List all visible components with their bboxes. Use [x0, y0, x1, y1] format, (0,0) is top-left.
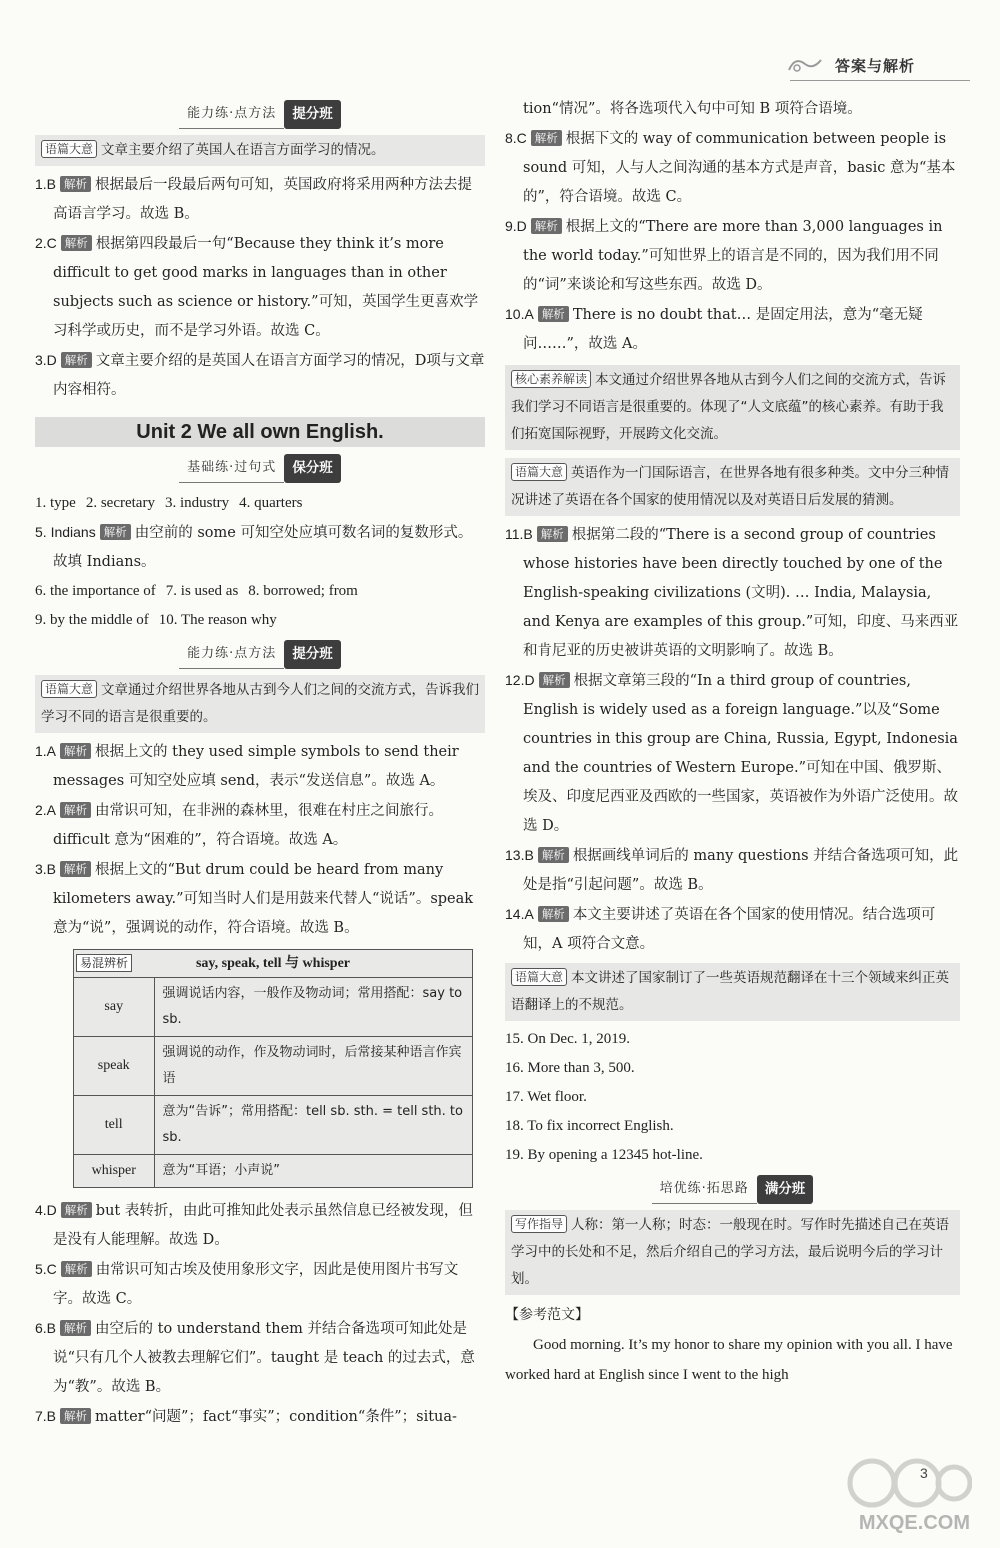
- fill-answers-row: [35, 577, 485, 606]
- gist-label: 语篇大意: [511, 463, 567, 481]
- answer-item: [35, 1196, 485, 1255]
- section-heading: [35, 103, 485, 125]
- answer-item: [35, 737, 485, 796]
- analysis-tag: 解析: [61, 352, 92, 368]
- answer-item: [35, 170, 485, 229]
- definition-cell: 意为“耳语；小声说”: [154, 1155, 472, 1188]
- table-row: [74, 1155, 472, 1188]
- short-answer-item: 18. To fix incorrect English.: [505, 1118, 674, 1134]
- confusable-words-box: [73, 949, 473, 1188]
- answer-text: 根据文章第三段的“In a third group of countries, English is widely used as a foreign language.”以及“Some countries in this group are China, Russia, Egypt, Indonesia and the countries of Western Europe.”可知在中国、俄罗斯、埃及、印度尼西亚及西欧的一些国家，英语被作为外语广泛使用。故选 D。: [523, 673, 958, 834]
- answer-number: 13.B: [505, 847, 534, 863]
- page-header: [785, 52, 985, 80]
- core-literacy-label: 核心素养解读: [511, 370, 591, 388]
- answer-number: 4.D: [35, 1202, 57, 1218]
- section-heading-tag: 提分班: [284, 640, 341, 669]
- answer-item: [35, 1255, 485, 1314]
- watermark-text: MXQE.COM: [858, 1512, 970, 1534]
- answer-item: [505, 666, 960, 841]
- fill-answer: 4. quarters: [239, 495, 303, 511]
- answer-text: matter“问题”；fact“事实”；condition“条件”；situa-: [95, 1409, 457, 1425]
- confusable-words-header: [74, 950, 472, 978]
- analysis-tag: 解析: [60, 861, 91, 877]
- answer-item: [505, 520, 960, 666]
- answer-item: [35, 229, 485, 346]
- answer-text: 由常识可知古埃及使用象形文字，因此是使用图片书写文字。故选 C。: [53, 1262, 459, 1307]
- answer-text: 由空后的 to understand them 并结合备选项可知此处是说“只有几个人被教去理解它们”。taught 是 teach 的过去式，意为“教”。故选 B。: [53, 1321, 475, 1395]
- model-essay-text: Good morning. It’s my honor to share my opinion with you all. I have worked hard at English since I went to the high: [505, 1337, 953, 1383]
- fill-answers-row: [35, 489, 485, 518]
- answer-item: [505, 300, 960, 359]
- left-column: [35, 95, 485, 1432]
- section-heading-label: 培优练·拓思路: [652, 1174, 757, 1204]
- answer-text: 根据最后一段最后两句可知，英国政府将采用两种方法去提高语言学习。故选 B。: [53, 177, 473, 222]
- answer-number: 12.D: [505, 672, 535, 688]
- writing-guide-text: 人称：第一人称；时态：一般现在时。写作时先描述自己在英语学习中的长处和不足，然后介绍自己的学习方法，最后说明今后的学习计划。: [511, 1217, 950, 1287]
- answer-text: but 表转折，由此可推知此处表示虽然信息已经被发现，但是没有人能理解。故选 D。: [53, 1203, 473, 1248]
- answer-text: 根据上文的“But drum could be heard from many kilometers away.”可知当时人们是用鼓来代替人“说话”。speak 意为“说”，强调说的动作，符合语境。故选 B。: [53, 862, 474, 936]
- gist-label: 语篇大意: [41, 680, 97, 698]
- answer-item: [505, 841, 960, 900]
- answer-text: 根据画线单词后的 many questions 并结合备选项可知，此处是指“引起问题”。故选 B。: [523, 848, 959, 893]
- answer-text: 根据第四段最后一句“Because they think it’s more difficult to get good marks in languages than in other subjects such as science or history.”可知，英国学生更喜欢学习科学或历史，而不是学习外语。故选 C。: [53, 236, 479, 339]
- answer-text: 根据第二段的“There is a second group of countries whose histories have been directly touched by one of the English-speaking civilizations (文明). … India, Malaysia, and Kenya are examples of this group.”可知，印度、马来西亚和肯尼亚的历史被讲英语的文明影响了。故选 B。: [523, 527, 959, 659]
- analysis-tag: 解析: [60, 1408, 91, 1424]
- analysis-tag: 解析: [531, 130, 562, 146]
- word-cell: tell: [74, 1096, 154, 1155]
- analysis-tag: 解析: [538, 847, 569, 863]
- word-cell: whisper: [74, 1155, 154, 1188]
- fill-answers-row: [35, 606, 485, 635]
- section-heading-tag: 保分班: [284, 454, 341, 483]
- model-essay-title: 【参考范文】: [505, 1307, 589, 1323]
- short-answer-item: 17. Wet floor.: [505, 1089, 587, 1105]
- answer-text: 由常识可知，在非洲的森林里，很难在村庄之间旅行。difficult 意为“困难的”，符合语境。故选 A。: [53, 803, 444, 848]
- short-answer-item: 15. On Dec. 1, 2019.: [505, 1031, 630, 1047]
- header-title: 答案与解析: [835, 57, 916, 75]
- answer-item: [35, 796, 485, 855]
- gist-label: 语篇大意: [511, 968, 567, 986]
- confusable-words-label: 易混辨析: [76, 954, 132, 972]
- analysis-tag: 解析: [60, 176, 91, 192]
- answer-continuation: tion“情况”。将各选项代入句中可知 B 项符合语境。: [523, 101, 862, 117]
- writing-guide-label: 写作指导: [511, 1215, 567, 1233]
- table-row: [74, 1096, 472, 1155]
- answer-text: 根据上文的 they used simple symbols to send their messages 可知空处应填 send，表示“发送信息”。故选 A。: [53, 744, 459, 789]
- model-essay: [505, 1330, 960, 1390]
- table-row: [74, 978, 472, 1037]
- answer-text: 文章主要介绍的是英国人在语言方面学习的情况，D项与文章内容相符。: [53, 353, 485, 398]
- section-heading-tag: 提分班: [284, 100, 341, 129]
- section-heading-label: 能力练·点方法: [179, 639, 284, 669]
- answer-number: 6.B: [35, 1320, 57, 1336]
- fill-answer: 8. borrowed; from: [248, 583, 358, 599]
- answer-item: [35, 518, 485, 577]
- gist-text: 英语作为一门国际语言，在世界各地有很多种类。文中分三种情况讲述了英语在各个国家的使用情况以及对英语日后发展的猜测。: [511, 465, 950, 508]
- answer-number: 8.C: [505, 130, 527, 146]
- page-number: 3: [920, 1465, 928, 1481]
- analysis-tag: 解析: [61, 1261, 92, 1277]
- answer-number: 5.C: [35, 1261, 57, 1277]
- answer-item: [505, 124, 960, 212]
- definition-cell: 强调说的动作，作及物动词时，后常接某种语言作宾语: [154, 1037, 472, 1096]
- fill-answer: 2. secretary: [85, 495, 155, 511]
- gist-label: 语篇大意: [41, 140, 97, 158]
- unit-title: Unit 2 We all own English.: [35, 417, 485, 447]
- answer-number: 10.A: [505, 306, 534, 322]
- right-column: [505, 95, 960, 1390]
- answer-number: 14.A: [505, 906, 534, 922]
- analysis-tag: 解析: [531, 218, 562, 234]
- answer-item: [505, 212, 960, 300]
- answer-number: 11.B: [505, 526, 533, 542]
- answer-item: [35, 1314, 485, 1402]
- answer-text: 本文主要讲述了英语在各个国家的使用情况。结合选项可知，A 项符合文意。: [523, 907, 936, 952]
- short-answer-item: 16. More than 3, 500.: [505, 1060, 635, 1076]
- fill-answer: 3. industry: [164, 495, 230, 511]
- short-answer-item: 19. By opening a 12345 hot-line.: [505, 1147, 703, 1163]
- confusable-words-title: say, speak, tell 与 whisper: [195, 956, 350, 971]
- passage-gist: [35, 135, 485, 166]
- analysis-tag: 解析: [538, 306, 569, 322]
- passage-gist: [35, 675, 485, 733]
- word-cell: speak: [74, 1037, 154, 1096]
- confusable-words-table: [74, 978, 472, 1187]
- section-heading-label: 能力练·点方法: [179, 99, 284, 129]
- answer-item: [35, 855, 485, 943]
- answer-text: 根据下文的 way of communication between people is sound 可知，人与人之间沟通的基本方式是声音，basic 意为“基本的”，符合语境。故选 C。: [523, 131, 956, 205]
- section-heading: [35, 643, 485, 665]
- passage-gist: [505, 963, 960, 1021]
- analysis-tag: 解析: [538, 906, 569, 922]
- section-heading-tag: 满分班: [757, 1175, 814, 1204]
- answer-number: 1.A: [35, 743, 57, 759]
- analysis-tag: 解析: [61, 1202, 92, 1218]
- gist-text: 本文讲述了国家制订了一些英语规范翻译在十三个领域来纠正英语翻译上的不规范。: [511, 970, 950, 1013]
- analysis-tag: 解析: [60, 802, 91, 818]
- core-literacy-text: 本文通过介绍世界各地从古到今人们之间的交流方式，告诉我们学习不同语言是很重要的。体现了“人文底蕴”的核心素养。有助于我们拓宽国际视野，开展跨文化交流。: [511, 372, 947, 442]
- answer-item: [35, 1402, 485, 1432]
- gist-text: 文章通过介绍世界各地从古到今人们之间的交流方式，告诉我们学习不同的语言是很重要的。: [41, 682, 480, 725]
- header-logo-icon: [785, 54, 825, 76]
- core-literacy-box: [505, 365, 960, 450]
- answer-number: 2.A: [35, 802, 57, 818]
- answer-number: 5. Indians: [35, 524, 96, 540]
- fill-answer: 10. The reason why: [158, 612, 277, 628]
- answer-text: 根据上文的“There are more than 3,000 languages in the world today.”可知世界上的语言是不同的，因为我们用不同的“词”来谈论和写这些东西。故选 D。: [523, 219, 943, 293]
- gist-text: 文章主要介绍了英国人在语言方面学习的情况。: [101, 142, 385, 158]
- analysis-tag: 解析: [539, 672, 570, 688]
- section-heading: [35, 457, 485, 479]
- answer-text: 由空前的 some 可知空处应填可数名词的复数形式。故填 Indians。: [53, 525, 473, 570]
- fill-answer: 6. the importance of: [35, 583, 156, 599]
- writing-guide: [505, 1210, 960, 1295]
- analysis-tag: 解析: [60, 1320, 91, 1336]
- header-rule: [790, 80, 970, 81]
- passage-gist: [505, 458, 960, 516]
- answer-number: 2.C: [35, 235, 57, 251]
- definition-cell: 意为“告诉”；常用搭配：tell sb. sth. = tell sth. to sb.: [154, 1096, 472, 1155]
- answer-item: [505, 900, 960, 959]
- answer-number: 7.B: [35, 1408, 57, 1424]
- section-heading: [505, 1178, 960, 1200]
- definition-cell: 强调说话内容，一般作及物动词；常用搭配：say to sb.: [162, 986, 463, 1027]
- answer-number: 3.D: [35, 352, 57, 368]
- analysis-tag: 解析: [100, 524, 131, 540]
- answer-item: [35, 346, 485, 405]
- analysis-tag: 解析: [537, 526, 568, 542]
- answer-number: 9.D: [505, 218, 527, 234]
- word-cell: say: [74, 978, 154, 1037]
- fill-answer: 7. is used as: [165, 583, 239, 599]
- table-row: [74, 1037, 472, 1096]
- answer-text: There is no doubt that… 是固定用法，意为“毫无疑问……”，故选 A。: [523, 307, 923, 352]
- answer-number: 1.B: [35, 176, 57, 192]
- fill-answer: 9. by the middle of: [35, 612, 149, 628]
- answer-number: 3.B: [35, 861, 57, 877]
- section-heading-label: 基础练·过句式: [179, 453, 284, 483]
- fill-answer: 1. type: [35, 495, 76, 511]
- analysis-tag: 解析: [61, 235, 92, 251]
- analysis-tag: 解析: [60, 743, 91, 759]
